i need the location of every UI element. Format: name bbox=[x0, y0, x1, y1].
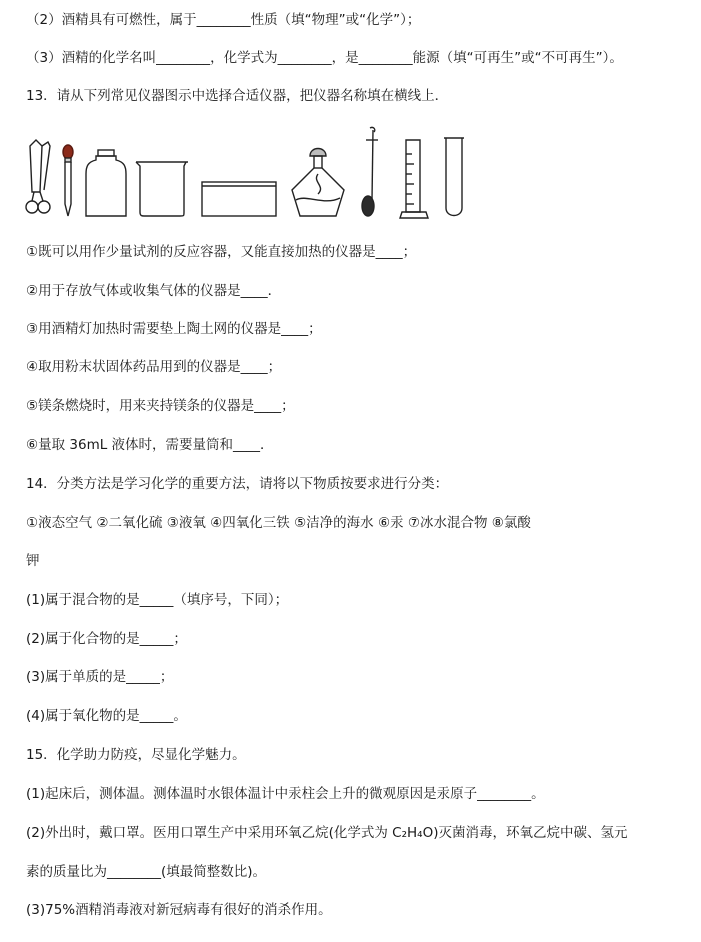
graduated-cylinder-icon bbox=[400, 140, 428, 218]
question-14-part-3: (3)属于单质的是_____； bbox=[26, 669, 174, 685]
question-13-item-1: ①既可以用作少量试剂的反应容器，又能直接加热的仪器是____； bbox=[26, 244, 417, 260]
question-15-part-3: (3)75%酒精消毒液对新冠病毒有很好的消杀作用。 bbox=[26, 902, 332, 918]
apparatus-figure bbox=[22, 120, 482, 224]
question-15-part-1: (1)起床后，测体温。测体温时水银体温计中汞柱会上升的微观原因是汞原子________。 bbox=[26, 786, 545, 802]
test-tube-icon bbox=[444, 138, 464, 216]
question-14-substances-line-2: 钾 bbox=[26, 553, 40, 569]
question-13-item-6: ⑥量取 36mL 液体时，需要量筒和____． bbox=[26, 437, 274, 453]
question-13-item-4: ④取用粉末状固体药品用到的仪器是____； bbox=[26, 359, 282, 375]
question-14-title: 14．分类方法是学习化学的重要方法，请将以下物质按要求进行分类： bbox=[26, 476, 449, 492]
question-13-item-2: ②用于存放气体或收集气体的仪器是____． bbox=[26, 283, 282, 299]
question-14-part-2: (2)属于化合物的是_____； bbox=[26, 631, 187, 647]
question-14-part-1: (1)属于混合物的是_____（填序号，下同）； bbox=[26, 592, 289, 608]
question-13-title: 13．请从下列常见仪器图示中选择合适仪器，把仪器名称填在横线上． bbox=[26, 88, 449, 104]
combustion-spoon-icon bbox=[362, 127, 378, 216]
question-15-title: 15．化学助力防疫，尽显化学魅力。 bbox=[26, 747, 246, 763]
question-13-item-3: ③用酒精灯加热时需要垫上陶土网的仪器是____； bbox=[26, 321, 322, 337]
evaporating-dish-icon bbox=[202, 182, 276, 216]
question-14-part-4: (4)属于氧化物的是_____。 bbox=[26, 708, 187, 724]
alcohol-lamp-icon bbox=[292, 149, 344, 217]
question-13-item-5: ⑤镁条燃烧时，用来夹持镁条的仪器是____； bbox=[26, 398, 295, 414]
question-15-part-2-line-2: 素的质量比为________(填最简整数比)。 bbox=[26, 864, 267, 880]
question-15-part-2-line-1: (2)外出时，戴口罩。医用口罩生产中采用环氧乙烷(化学式为 C₂H₄O)灭菌消毒，环氧乙烷中碳、氢元 bbox=[26, 825, 628, 841]
beaker-icon bbox=[136, 162, 188, 216]
gas-jar-icon bbox=[86, 150, 126, 216]
question-14-substances-line-1: ①液态空气 ②二氧化硫 ③液氧 ④四氧化三铁 ⑤洁净的海水 ⑥汞 ⑦冰水混合物 ⑧氯酸 bbox=[26, 515, 531, 531]
dropper-icon bbox=[63, 145, 73, 216]
question-12-part-3: （3）酒精的化学名叫________，化学式为________，是________能源（填“可再生”或“不可再生”）。 bbox=[26, 50, 623, 66]
question-12-part-2: （2）酒精具有可燃性，属于________性质（填“物理”或“化学”）； bbox=[26, 12, 421, 28]
crucible-tongs-icon bbox=[26, 140, 50, 213]
